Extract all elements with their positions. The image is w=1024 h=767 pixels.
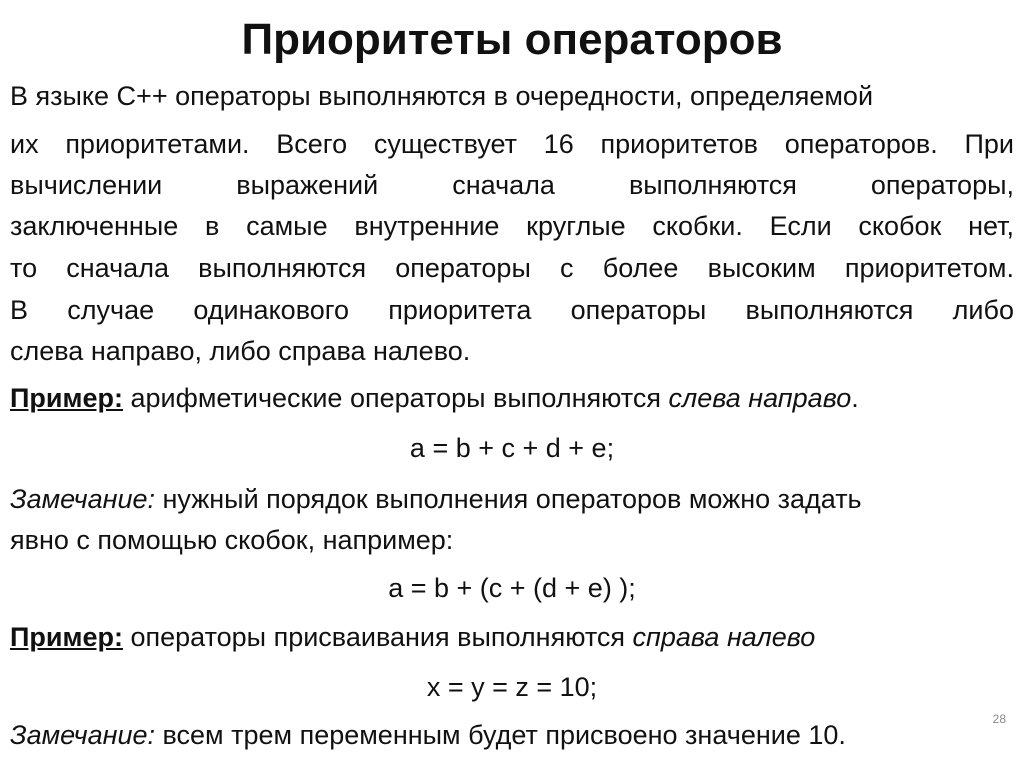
example-1-end: . — [851, 383, 859, 413]
paragraph-line-1: В языке С++ операторы выполняются в очередности, определяемой — [10, 81, 874, 111]
page-number: 28 — [992, 712, 1006, 726]
example-2 — [10, 619, 815, 655]
example-2-text: операторы присваивания выполняются — [122, 622, 633, 652]
slide-title: Приоритеты операторов — [241, 15, 783, 64]
example-2-emphasis: справа налево — [632, 622, 816, 652]
paragraph-line-6: В случае одинакового приоритета операторы выполняются либо — [10, 295, 1014, 325]
note-2-text: всем трем переменным будет присвоено значение 10. — [154, 720, 846, 750]
paragraph-line-3: вычислении выражений сначала выполняются операторы, — [10, 170, 1014, 200]
example-2-label: Пример: — [10, 622, 123, 652]
example-1-text: арифметические операторы выполняются — [122, 383, 669, 413]
paragraph-line-4: заключенные в самые внутренние круглые скобки. Если скобок нет, — [10, 211, 1014, 241]
example-1-emphasis: слева направо — [668, 383, 852, 413]
paragraph-line-2: их приоритетами. Всего существует 16 приоритетов операторов. При — [10, 129, 1014, 159]
example-1-label: Пример: — [10, 383, 123, 413]
note-1-text: нужный порядок выполнения операторов можно задать — [154, 484, 862, 514]
note-1-line-2: явно с помощью скобок, например: — [10, 525, 454, 555]
example-2-code: x = y = z = 10; — [426, 672, 598, 702]
note-1-label: Замечание: — [10, 484, 155, 514]
paragraph-line-7: слева направо, либо справа налево. — [10, 336, 471, 366]
example-1 — [10, 380, 859, 416]
example-1-code: a = b + c + d + e; — [409, 433, 615, 463]
note-1-code: a = b + (c + (d + e) ); — [388, 573, 636, 603]
note-2 — [10, 717, 846, 753]
paragraph-line-5: то сначала выполняются операторы с более высоким приоритетом. — [10, 253, 1014, 283]
note-1 — [10, 481, 862, 517]
note-2-label: Замечание: — [10, 720, 155, 750]
